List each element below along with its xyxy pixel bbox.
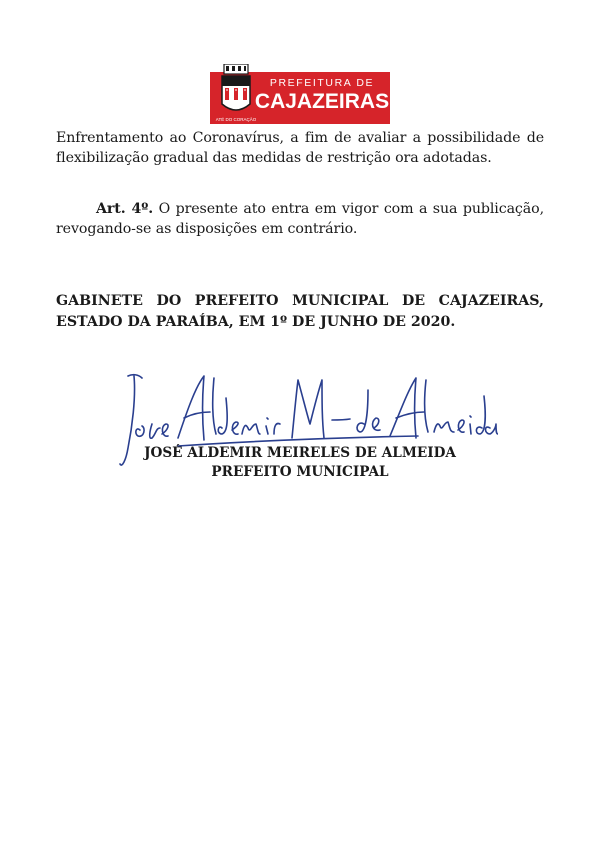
logo-tagline: ATÉ DO CORAÇÃO: [215, 117, 257, 122]
logo-line1: PREFEITURA DE: [269, 77, 375, 89]
prefeitura-logo: [210, 64, 390, 126]
signatory-name: JOSÉ ALDEMIR MEIRELES DE ALMEIDA: [144, 445, 456, 461]
article-text: O presente ato entra em vigor com a sua publicação, revogando-se as disposições em contrário.: [56, 201, 544, 237]
article-label: Art. 4º.: [96, 201, 154, 217]
crest-icon: [222, 64, 250, 110]
signatory-role: PREFEITO MUNICIPAL: [211, 464, 389, 480]
logo-line2: CAJAZEIRAS: [254, 90, 390, 113]
article-4-paragraph: [56, 199, 544, 239]
closing-statement: GABINETE DO PREFEITO MUNICIPAL DE CAJAZEIRAS, ESTADO DA PARAÍBA, EM 1º DE JUNHO DE 2020.: [56, 293, 544, 330]
paragraph-continuation: Enfrentamento ao Coronavírus, a fim de avaliar a possibilidade de flexibilização gradual das medidas de restrição ora adotadas.: [56, 130, 544, 166]
